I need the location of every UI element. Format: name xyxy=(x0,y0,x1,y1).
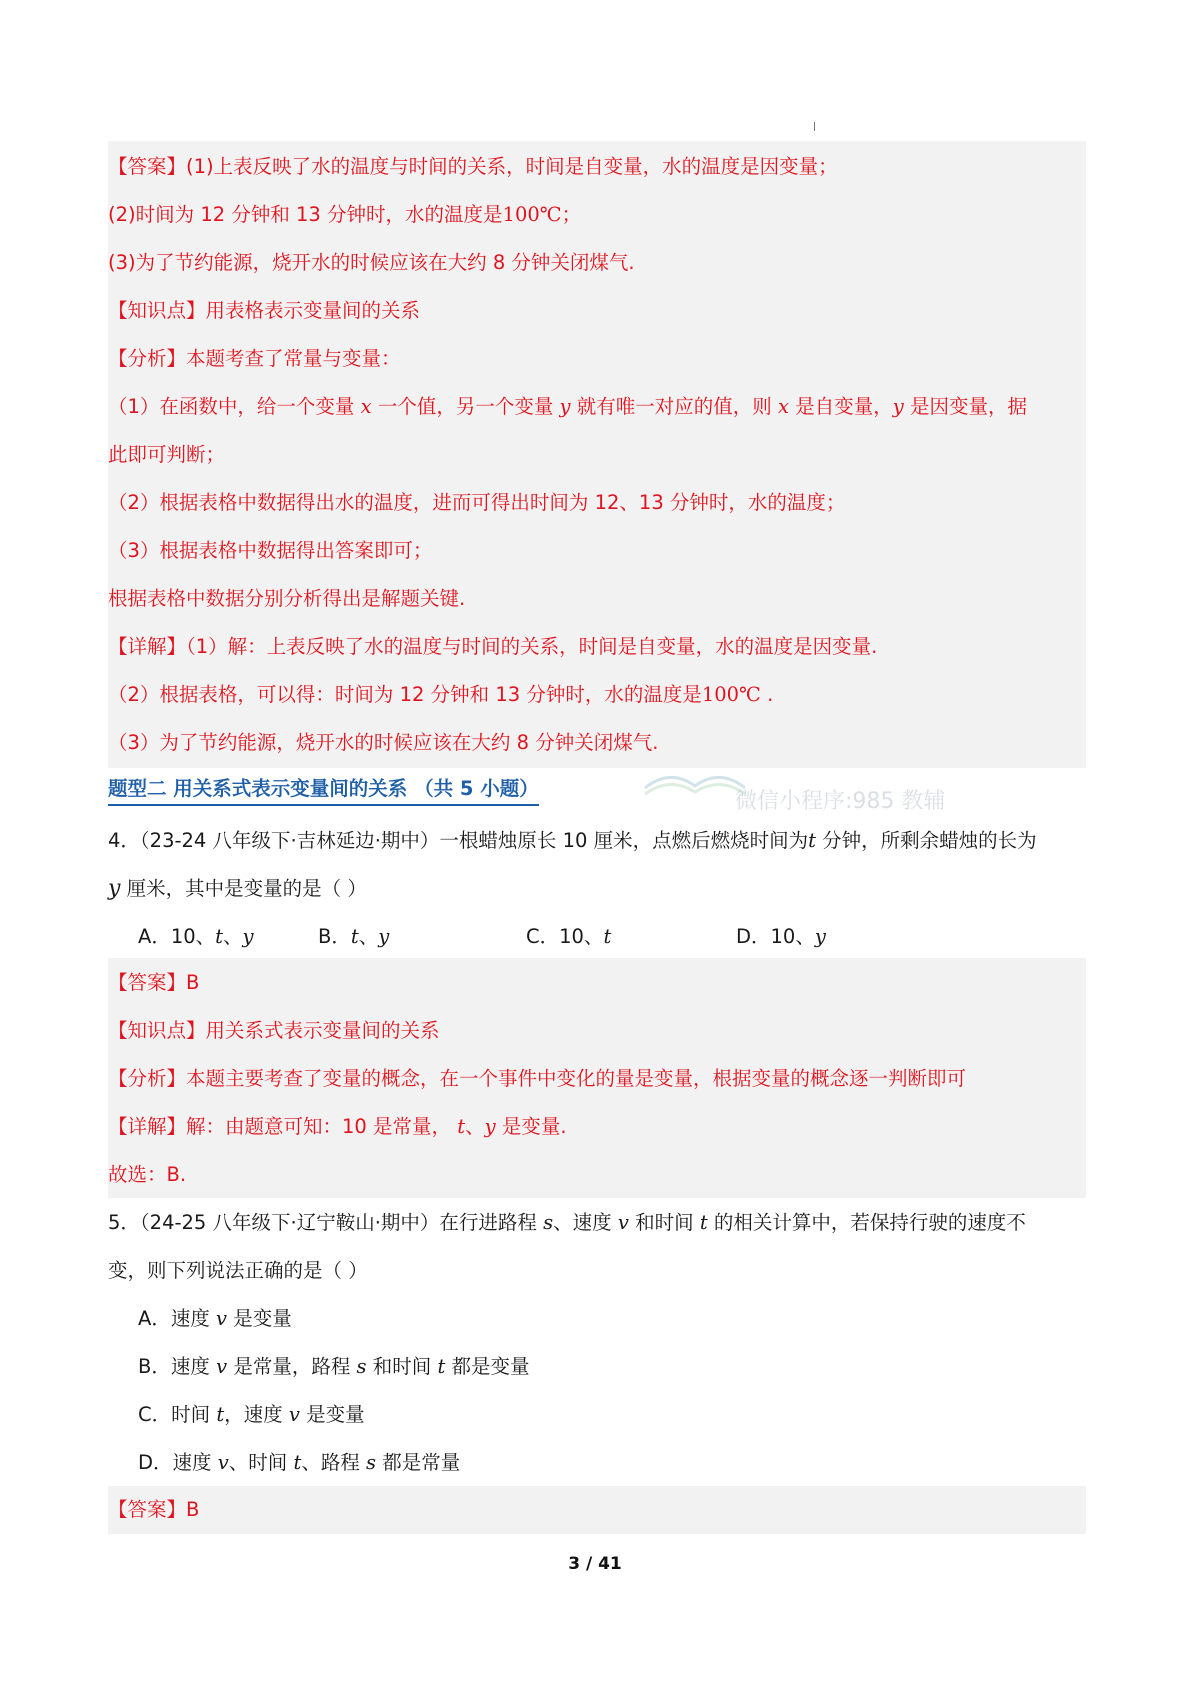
q4-stem-line-1: 4．（23-24 八年级下·吉林延边·期中）一根蜡烛原长 10 厘米，点燃后燃烧时间为t 分钟，所剩余蜡烛的长为 xyxy=(108,829,1037,852)
q5-option-d: D．速度 v、时间 t、路程 s 都是常量 xyxy=(138,1451,461,1474)
q4-option-d: D．10、y xyxy=(736,925,826,948)
section-heading: 题型二 用关系式表示变量间的关系 （共 5 小题） xyxy=(108,774,539,806)
q5-stem-line-1: 5．（24-25 八年级下·辽宁鞍山·期中）在行进路程 s、速度 v 和时间 t 的相关计算中，若保持行驶的速度不 xyxy=(108,1211,1026,1234)
q4-analysis: 【分析】本题主要考查了变量的概念，在一个事件中变化的量是变量，根据变量的概念逐一判断即可 xyxy=(108,1067,967,1090)
q5-option-a: A．速度 v 是变量 xyxy=(138,1307,292,1330)
analysis-summary: 根据表格中数据分别分析得出是解题关键. xyxy=(108,587,466,610)
header-tick xyxy=(814,122,815,131)
analysis-item-1-cont: 此即可判断； xyxy=(108,443,226,466)
q4-answer-line: 【答案】B xyxy=(108,971,200,994)
watermark-text: 微信小程序:985 教辅 xyxy=(735,789,946,814)
q4-option-c: C．10、t xyxy=(526,925,612,948)
analysis-line: 【分析】本题考查了常量与变量： xyxy=(108,347,401,370)
q4-knowledge-point: 【知识点】用关系式表示变量间的关系 xyxy=(108,1019,440,1042)
analysis-item-3: （3）根据表格中数据得出答案即可； xyxy=(108,539,433,562)
q4-option-b: B．t、y xyxy=(318,925,390,948)
detail-line-3: （3）为了节约能源，烧开水的时候应该在大约 8 分钟关闭煤气. xyxy=(108,731,659,754)
answer-line-2: (2)时间为 12 分钟和 13 分钟时，水的温度是100℃； xyxy=(108,203,582,226)
q4-choice: 故选：B. xyxy=(108,1163,187,1186)
q5-answer-line: 【答案】B xyxy=(108,1498,200,1521)
answer-label: 【答案】 xyxy=(108,155,187,178)
knowledge-point-line: 【知识点】用表格表示变量间的关系 xyxy=(108,299,421,322)
answer-box-q3 xyxy=(108,141,1086,768)
answer-line-3: (3)为了节约能源，烧开水的时候应该在大约 8 分钟关闭煤气. xyxy=(108,251,635,274)
detail-line-2: （2）根据表格，可以得：时间为 12 分钟和 13 分钟时，水的温度是100℃ . xyxy=(108,683,774,706)
analysis-item-1: （1）在函数中，给一个变量 x 一个值，另一个变量 y 就有唯一对应的值，则 x 是自变量，y 是因变量，据 xyxy=(108,395,1027,418)
analysis-item-2: （2）根据表格中数据得出水的温度，进而可得出时间为 12、13 分钟时，水的温度； xyxy=(108,491,846,514)
q4-stem-line-2: y 厘米，其中是变量的是（ ） xyxy=(108,876,367,901)
watermark-book-icon xyxy=(640,758,750,798)
answer-line-1: 【答案】(1)上表反映了水的温度与时间的关系，时间是自变量，水的温度是因变量； xyxy=(108,155,838,178)
q5-option-b: B．速度 v 是常量，路程 s 和时间 t 都是变量 xyxy=(138,1355,530,1378)
q4-option-a: A．10、t、y xyxy=(138,925,254,948)
answer-box-q5 xyxy=(108,1486,1086,1534)
detail-line-1: 【详解】（1）解：上表反映了水的温度与时间的关系，时间是自变量，水的温度是因变量. xyxy=(108,635,878,658)
q5-option-c: C．时间 t，速度 v 是变量 xyxy=(138,1403,365,1426)
q4-detail: 【详解】解：由题意可知：10 是常量， t、y 是变量. xyxy=(108,1115,567,1138)
page-number: 3 / 41 xyxy=(568,1554,622,1574)
q5-stem-line-2: 变，则下列说法正确的是（ ） xyxy=(108,1259,368,1282)
